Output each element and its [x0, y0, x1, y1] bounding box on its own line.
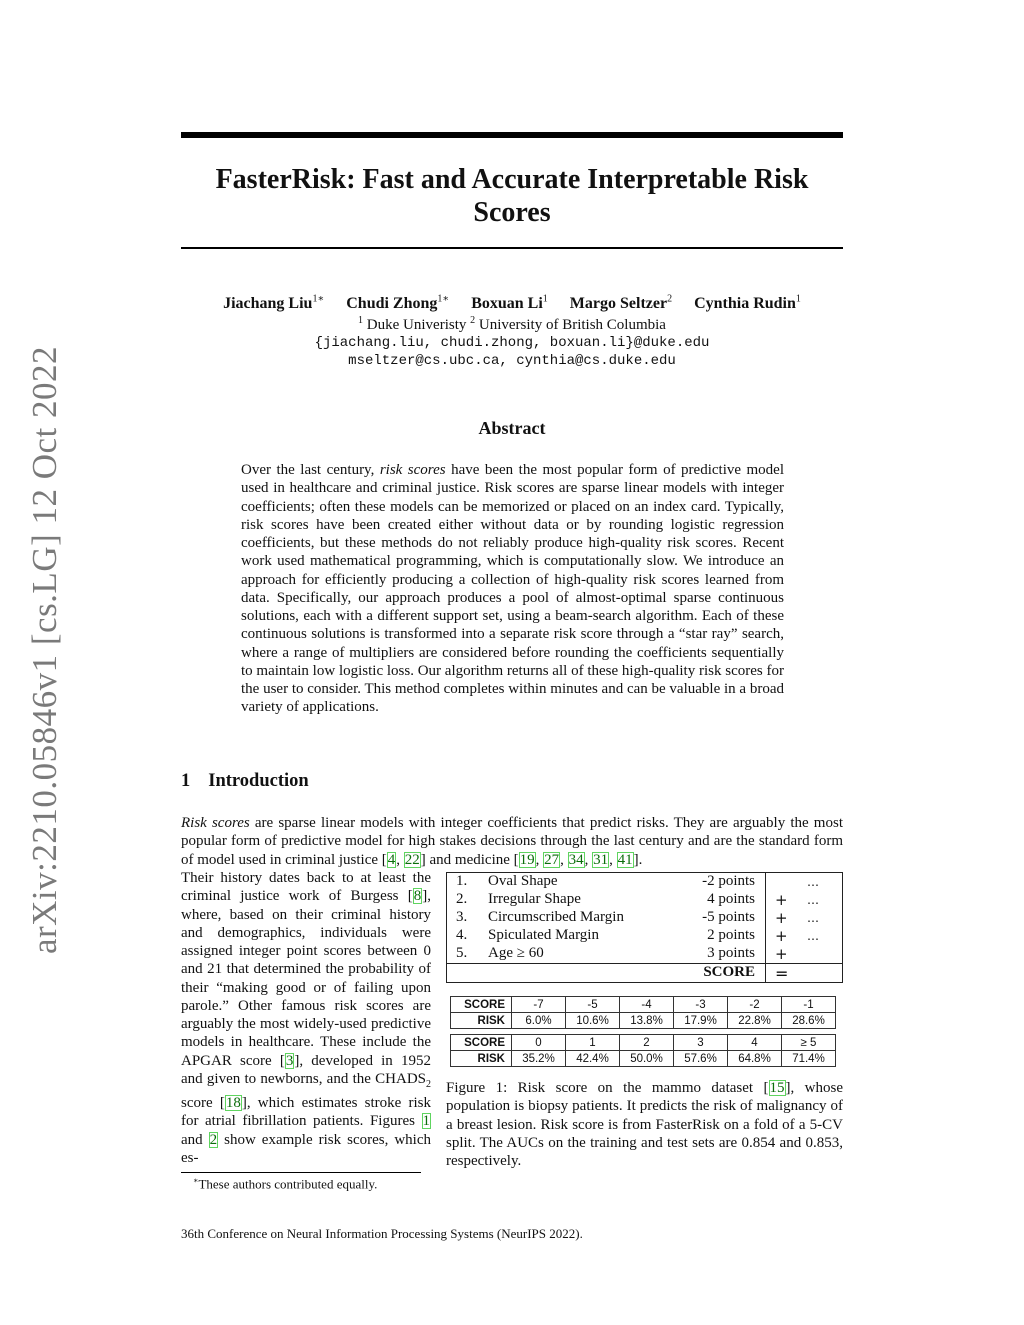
citation-link[interactable]: 3: [285, 1052, 294, 1069]
author: Margo Seltzer$^2$: [569, 294, 673, 313]
email-line-2: mseltzer@cs.ubc.ca, cynthia@cs.duke.edu: [348, 353, 676, 369]
citation-link[interactable]: 15: [769, 1080, 785, 1096]
score-total-label: SCORE: [703, 964, 755, 980]
risk-lookup-table-2: [450, 1034, 836, 1067]
author: Cynthia Rudin$^1$: [694, 294, 801, 313]
citation-link[interactable]: 27: [544, 851, 560, 868]
citation-link[interactable]: 22: [404, 851, 420, 868]
risk-score-card: [446, 872, 843, 983]
citation-link[interactable]: 18: [225, 1095, 241, 1111]
score-card-row: 1. Oval Shape -2 points: [456, 873, 755, 889]
score-card-row: 2. Irregular Shape 4 points +: [456, 891, 788, 909]
table-row: RISK 35.2% 42.4% 50.0% 57.6% 64.8% 71.4%: [451, 1051, 836, 1067]
figure-link[interactable]: 2: [209, 1131, 218, 1148]
ellipsis: …: [807, 929, 820, 943]
abstract-heading: Abstract: [478, 418, 546, 438]
paper-title: [181, 163, 843, 229]
affiliations: $^1$ Duke Univeristy $^2$ University of British Columbia: [358, 315, 666, 333]
author-list: [181, 294, 843, 313]
conference-note: 36th Conference on Neural Information Processing Systems (NeurIPS 2022).: [181, 1226, 583, 1241]
title-line-1: FasterRisk: Fast and Accurate Interpretable Risk: [215, 164, 809, 195]
footnote-rule: [181, 1172, 421, 1173]
citation-link[interactable]: 31: [593, 851, 609, 868]
figure-link[interactable]: 1: [422, 1113, 430, 1130]
score-card-row: 3. Circumscribed Margin -5 points +: [456, 909, 788, 927]
table-row: SCORE -7 -5 -4 -3 -2 -1: [451, 997, 836, 1013]
title-rule-bottom: [181, 247, 843, 249]
intro-paragraph-2: Their history dates back to at least the criminal justice work of Burgess [8], where, based on their criminal history and demographics, individuals were assigned integer point scores between 0 and 21 that determined the probability of their “making good or of failing upon parole.” Other famous risk scores are arguably the most widely-used predictive models in healthcare. These include the APGAR score [3], developed in 1952 and given to newborns, and the $CHADS_2$ score [18], which estimates stroke risk for atrial fibrillation patients. Figures 1 and 2 show example risk scores, which es-: [181, 870, 431, 1166]
title-line-2: Scores: [473, 197, 551, 228]
equals-sign: =: [775, 964, 789, 983]
citation-link[interactable]: 41: [617, 851, 633, 868]
figure-caption: Figure 1: Risk score on the mammo dataset [15], whose population is biopsy patients. It predicts the risk of malignancy of a breast lesion. Risk score is from FasterRisk on a fold of a 5-CV split. The AUCs on the training and test sets are 0.854 and 0.853, respectively.: [446, 1080, 843, 1169]
table-row: RISK 6.0% 10.6% 13.8% 17.9% 22.8% 28.6%: [451, 1013, 836, 1029]
table-row: SCORE 0 1 2 3 4 ≥ 5: [451, 1035, 836, 1051]
intro-paragraph-1: Risk scores are sparse linear models with integer coefficients that predict risks. They are arguably the most popular form of predictive model for high stakes decisions through the last century and are the standard form of model used in criminal justice [4, 22] and medicine [19, 27, 34, 31, 41].: [181, 815, 843, 868]
ellipsis: …: [807, 911, 820, 925]
abstract-text: Over the last century, risk scores have been the most popular form of predictive model used in healthcare and criminal justice. Risk scores are sparse linear models with integer coefficients; often these models can be memorized or placed on an index card. Typically, risk scores have been created either without data or by rounding logistic regression coefficients, but these methods do not reliably produce high-quality risk scores. Recent work used mathematical programming, which is computationally slow. We introduce an approach for efficiently producing a collection of high-quality risk scores learned from data. Specifically, our approach produces a pool of almost-optimal sparse continuous solutions, each with a different support set, using a beam-search algorithm. Each of these continuous solutions is transformed into a separate risk score through a “star ray” search, where a range of multipliers are considered before rounding the coefficients sequentially to maintain low logistic loss. Our algorithm returns all of these high-quality risk scores for the user to consider. This method completes within minutes and can be valuable in a broad variety of applications.: [241, 462, 784, 716]
author: Chudi Zhong$^{1∗}$: [346, 294, 450, 313]
risk-lookup-table-1: [450, 996, 836, 1029]
title-rule-top: [181, 132, 843, 138]
author: Jiachang Liu$^{1∗}$: [223, 294, 325, 313]
citation-link[interactable]: 8: [413, 888, 422, 905]
citation-link[interactable]: 4: [387, 851, 396, 868]
citation-link[interactable]: 19: [519, 851, 535, 868]
score-card-row: 4. Spiculated Margin 2 points +: [456, 927, 788, 945]
section-heading-introduction: 1 Introduction: [181, 771, 309, 791]
ellipsis: …: [807, 875, 820, 889]
score-card-row: 5. Age ≥ 60 3 points +: [456, 945, 788, 963]
citation-link[interactable]: 34: [568, 851, 584, 868]
ellipsis: …: [807, 893, 820, 907]
email-line-1: {jiachang.liu, chudi.zhong, boxuan.li}@duke.edu: [314, 335, 710, 351]
footnote: ∗These authors contributed equally.: [193, 1176, 378, 1192]
author: Boxuan Li$^1$: [471, 294, 548, 313]
arxiv-identifier: arXiv:2210.05846v1 [cs.LG] 12 Oct 2022: [25, 345, 64, 955]
